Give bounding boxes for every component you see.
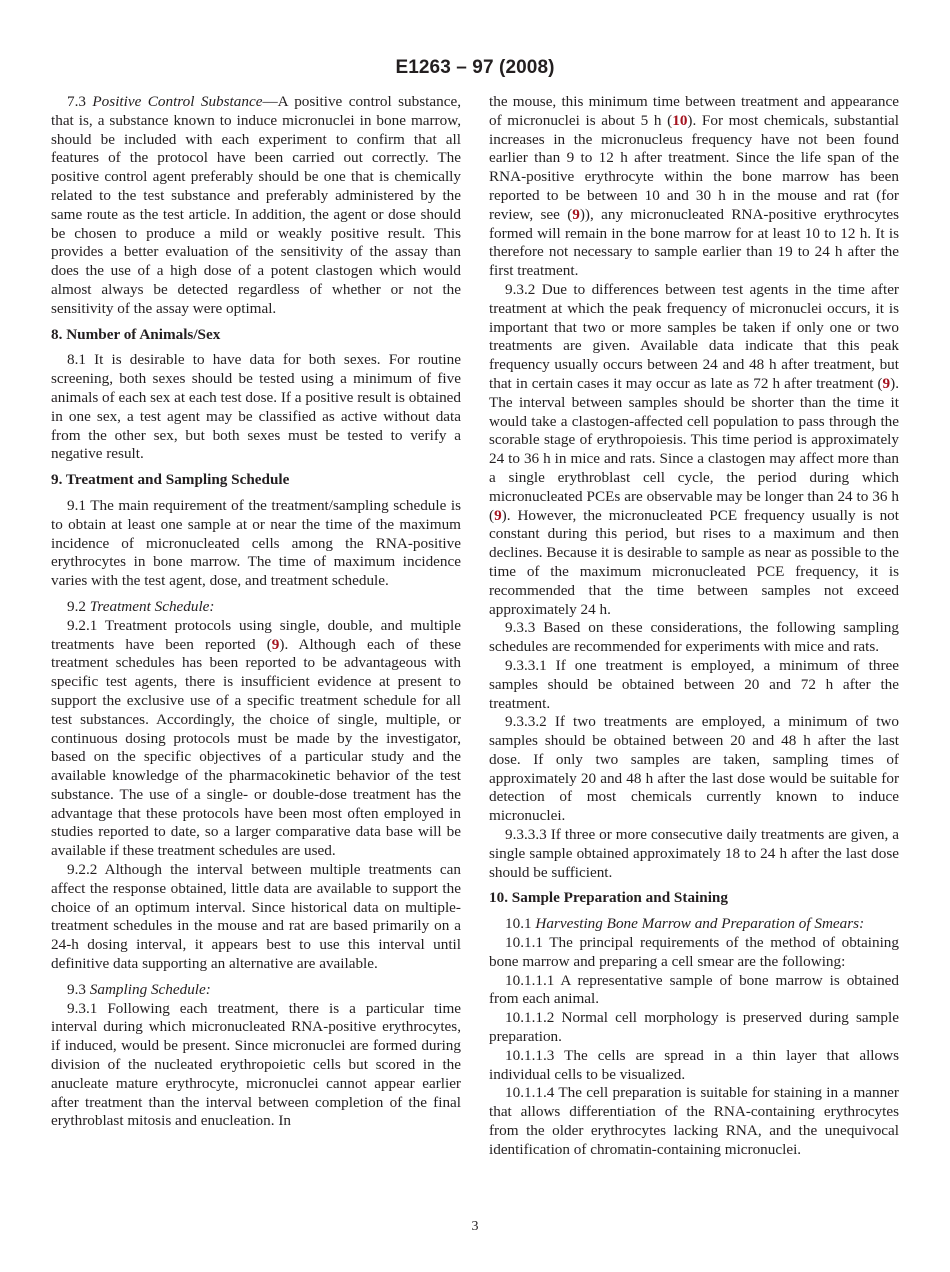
page-number: 3 [471, 1219, 479, 1234]
paragraph-7-3: 7.3 Positive Control Substance—A positive control substance, that is, a substance known to induce micronuclei in bone marrow, should be included with each experiment to confirm that all features of the protocol have been carried out correctly. The positive control agent preferably should be one that is chemically related to the test substance and preferably administered by the same route as the test article. In addition, the agent or dose should be chosen to produce a mild or weakly positive result. This provides a better evaluation of the sensitivity of the assay than does the use of a high dose of a potent clastogen which would almost always be detected regardless of whether or not the sensitivity of the assay were optimal. [51, 93, 461, 317]
section-heading-9: 9. Treatment and Sampling Schedule [51, 471, 290, 489]
paragraph-9-3: 9.3 Sampling Schedule: [67, 980, 211, 998]
paragraph-8-1: 8.1 It is desirable to have data for both sexes. For routine screening, both sexes should be tested using a minimum of five animals of each sex at each test dose. If a positive result is obtained in one sex, a test agent may be classified as active without data from the other sex, but both sexes must be tested to verify a negative result. [51, 351, 461, 463]
document-designation: E1263 – 97 (2008) [395, 57, 555, 78]
left-column [51, 93, 461, 1131]
paragraph-9-3-1-continued: the mouse, this minimum time between treatment and appearance of micronuclei is about 5 h (10). For most chemicals, substantial increases in the micronucleus frequency have not been found earlier than 9 to 12 h after treatment. Since the life span of the RNA-positive erythrocyte within the bone marrow has been reported to be between 10 and 30 h in the mouse and rat (for review, see (9)), any micronucleated RNA-positive erythrocytes formed will remain in the bone marrow for at least 10 to 12 h. It is therefore not necessary to sample earlier than 19 to 24 h after the first treatment. [489, 93, 900, 280]
paragraph-10-1-1-3: 10.1.1.3 The cells are spread in a thin layer that allows individual cells to be visualized. [489, 1046, 899, 1083]
paragraph-9-2-1: 9.2.1 Treatment protocols using single, double, and multiple treatments have been reported (9). Although each of these treatment schedules has been reported to be advantageous with specific test agents, there is insufficient evidence at present to support the exclusive use of a specific treatment schedule for all test substances. Accordingly, the choice of single, multiple, or continuous dosing protocols must be made by the investigator, based on the specific objectives of a particular study and the available knowledge of the pharmacokinetic behavior of the test substance. The use of a single- or double-dose treatment has the advantage that these protocols have been most often employed in studies reported to date, so a larger comparative data base will be available if these treatment schedules are used. [51, 616, 461, 860]
paragraph-9-1: 9.1 The main requirement of the treatment/sampling schedule is to obtain at least one sample at or near the time of the maximum incidence of micronucleated cells among the RNA-positive erythrocytes in bone marrow. The time of maximum incidence varies with the test agent, dose, and treatment schedule. [51, 496, 461, 590]
paragraph-9-3-2: 9.3.2 Due to differences between test agents in the time after treatment at which the peak frequency of micronuclei occurs, it is important that two or more samples be taken if only one or two treatments are given. Available data indicate that this peak frequency usually occurs between 24 and 48 h after treatment, but that in certain cases it may occur as late as 72 h after treatment (9). The interval between samples should be shorter than the time it would take a clastogen-affected cell population to pass through the scorable stage of erythropoiesis. This time period is approximately 24 to 36 h in mice and rats. Since a clastogen may affect more than a single erythroblast cell cycle, the period during which micronucleated PCEs are observable may be longer than 24 to 36 h (9). However, the micronucleated PCE frequency usually is not constant during this period, but rises to a maximum and then declines. Because it is desirable to sample as near as possible to the time of the maximum micronucleated PCE frequency, it is recommended that the time between samples not exceed approximately 24 h. [489, 280, 899, 618]
reference-link[interactable]: 9 [494, 506, 502, 524]
page-footer [0, 1218, 950, 1237]
paragraph-9-3-1: 9.3.1 Following each treatment, there is a particular time interval during which micronucleated RNA-positive erythrocytes, if induced, would be present. Since micronuclei are formed during division of the nucleated erythropoietic cells but scored in the anucleate mature erythrocyte, micronuclei cannot appear earlier after treatment than the interval between completion of the final erythroblast mitosis and enucleation. In [51, 999, 461, 1130]
paragraph-9-2: 9.2 Treatment Schedule: [67, 597, 215, 615]
paragraph-10-1-1: 10.1.1 The principal requirements of the method of obtaining bone marrow and preparing a cell smear are the following: [489, 934, 899, 970]
paragraph-9-3-3-2: 9.3.3.2 If two treatments are employed, a minimum of two samples should be obtained between 20 and 48 h after the last dose. If only two samples are taken, sampling times of approximately 20 and 48 h after the last dose would be suitable for detection of most chemicals currently known to induce micronuclei. [489, 713, 899, 825]
paragraph-10-1: 10.1 Harvesting Bone Marrow and Preparation of Smears: [505, 915, 865, 933]
paragraph-9-3-3-1: 9.3.3.1 If one treatment is employed, a minimum of three samples should be obtained between 20 and 72 h after the treatment. [489, 656, 899, 712]
reference-link[interactable]: 9 [882, 374, 891, 392]
reference-link[interactable]: 9 [572, 205, 580, 223]
paragraph-10-1-1-4: 10.1.1.4 The cell preparation is suitable for staining in a manner that allows differentiation of the RNA-containing erythrocytes from the older erythrocytes lacking RNA, and the unequivocal identification of chromatin-containing micronuclei. [489, 1084, 899, 1158]
paragraph-9-3-3: 9.3.3 Based on these considerations, the following sampling schedules are recommended for experiments with mice and rats. [489, 619, 899, 656]
section-heading-8: 8. Number of Animals/Sex [51, 325, 221, 343]
right-column [489, 93, 899, 1160]
reference-link[interactable]: 10 [672, 111, 688, 129]
paragraph-10-1-1-1: 10.1.1.1 A representative sample of bone marrow is obtained from each animal. [489, 971, 899, 1008]
section-heading-10: 10. Sample Preparation and Staining [489, 889, 728, 907]
page-header [0, 53, 950, 83]
paragraph-9-2-2: 9.2.2 Although the interval between multiple treatments can affect the response obtained, little data are available to support the choice of an optimum interval. Since historical data on multiple-treatment schedules in the mouse and rat are based primarily on a 24-h dosing interval, it appears best to use this interval until definitive data supporting an alternative are available. [51, 861, 461, 973]
paragraph-10-1-1-2: 10.1.1.2 Normal cell morphology is preserved during sample preparation. [489, 1009, 899, 1046]
reference-link[interactable]: 9 [271, 635, 280, 653]
paragraph-9-3-3-3: 9.3.3.3 If three or more consecutive daily treatments are given, a single sample obtained approximately 18 to 24 h after the last dose should be sufficient. [489, 826, 899, 881]
